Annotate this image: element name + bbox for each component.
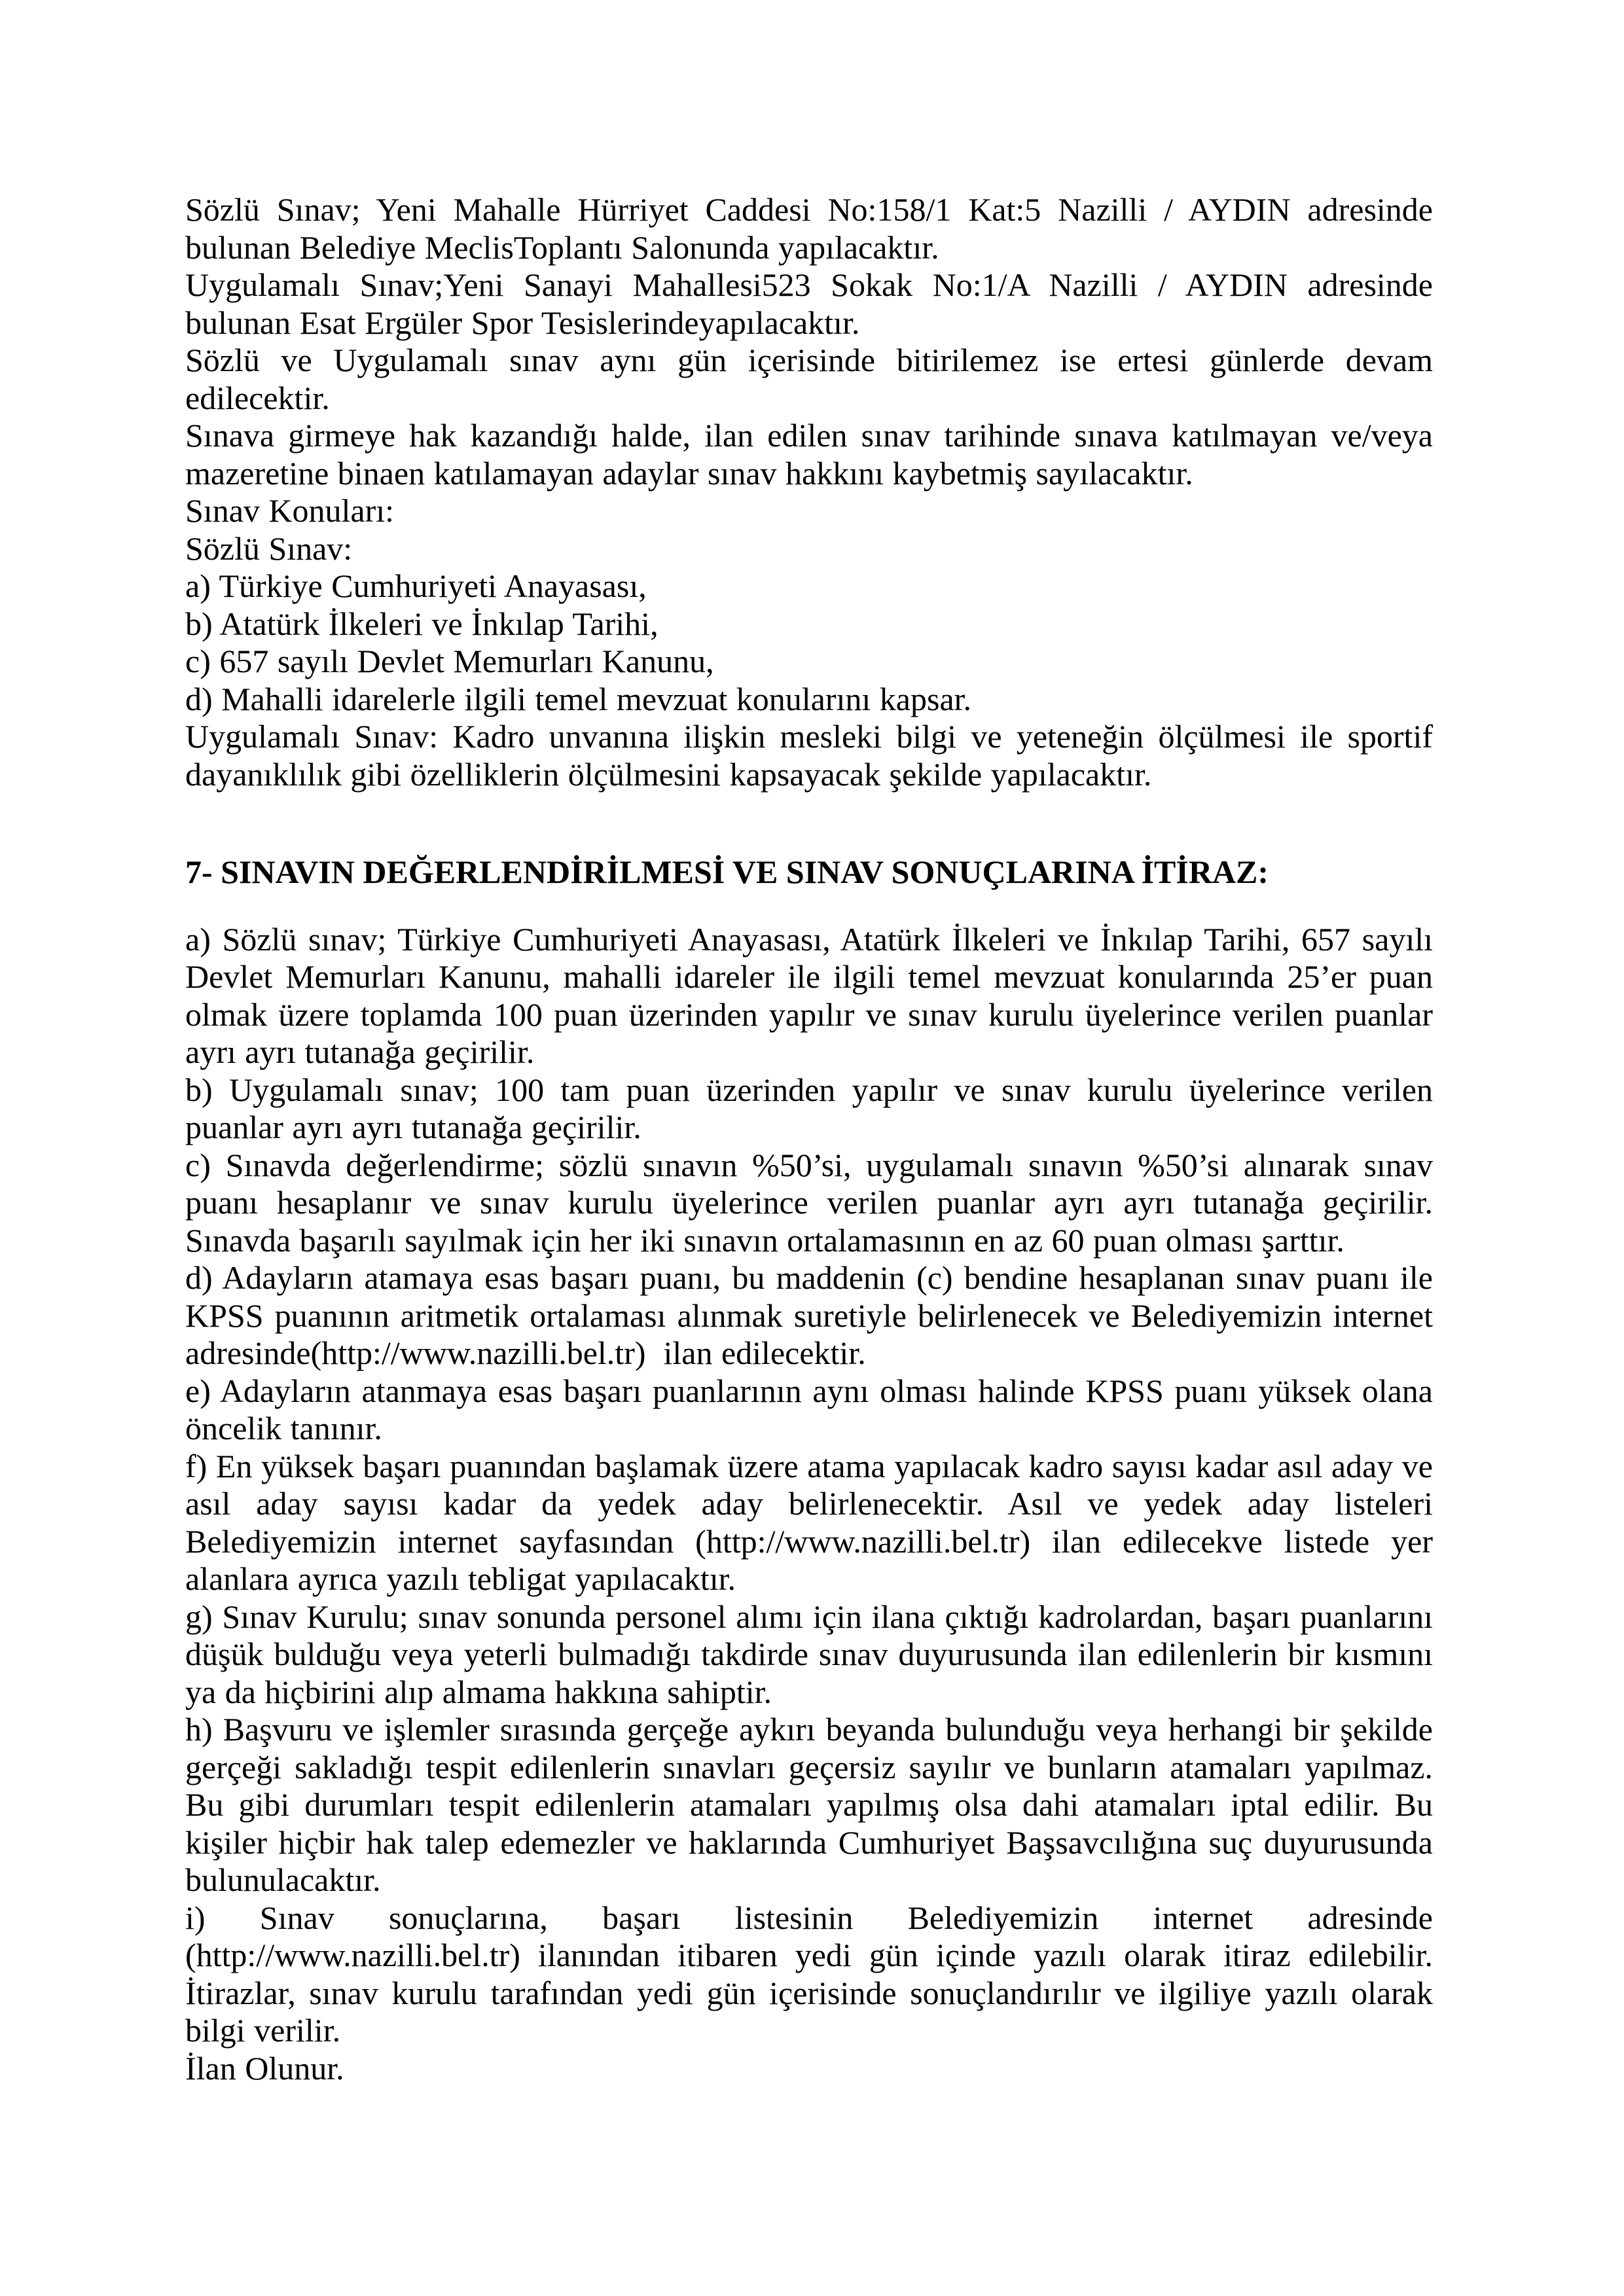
para-uygulamali-sinav-yeri: Uygulamalı Sınav;Yeni Sanayi Mahallesi523 Sokak No:1/A Nazilli / AYDIN adresinde bulunan Esat Ergüler Spor Tesislerindeyapılacaktır. — [185, 266, 1442, 341]
section-heading-7-degerlendirme-itiraz: 7- SINAVIN DEĞERLENDİRİLMESİ VE SINAV SONUÇLARINA İTİRAZ: — [185, 853, 1269, 890]
para-uygulamali-sinav-kapsam: Uygulamalı Sınav: Kadro unvanına ilişkin mesleki bilgi ve yeteneğin ölçülmesi ile sportif dayanıklılık gibi özelliklerin ölçülmesini kapsayacak şekilde yapılacaktır. — [185, 718, 1442, 793]
list-item-h-gercege-aykiri-beyan: h) Başvuru ve işlemler sırasında gerçeğe aykırı beyanda bulunduğu veya herhangi bir şekilde gerçeği sakladığı tespit edilenlerin sınavları geçersiz sayılır ve bunların atamaları yapılmaz. Bu gibi durumları tespit edilenlerin atamaları yapılmış olsa dahi atamaları iptal edilir. Bu kişiler hiçbir hak talep edemezler ve haklarında Cumhuriyet Başsavcılığına suç duyurusunda bulunulacaktır. — [185, 1711, 1442, 1898]
label-sinav-konulari: Sınav Konuları: — [185, 492, 395, 529]
list-item-g-sinav-kurulu-hakki: g) Sınav Kurulu; sınav sonunda personel alımı için ilana çıktığı kadrolardan, başarı puanlarını düşük bulduğu veya yeterli bulmadığı takdirde sınav duyurusunda ilan edilenlerin bir kısmını ya da hiçbirini alıp almama hakkına sahiptir. — [185, 1598, 1442, 1710]
list-item-d-basari-puani: d) Adayların atamaya esas başarı puanı, bu maddenin (c) bendine hesaplanan sınav puanı ile KPSS puanının aritmetik ortalaması alınmak suretiyle belirlenecek ve Belediyemizin internet adresinde(http://www.nazilli.bel.tr) ilan edilecektir. — [185, 1259, 1442, 1371]
document-page — [185, 191, 1442, 2087]
para-sozlu-sinav-yeri: Sözlü Sınav; Yeni Mahalle Hürriyet Caddesi No:158/1 Kat:5 Nazilli / AYDIN adresinde bulunan Belediye MeclisToplantı Salonunda yapılacaktır. — [185, 191, 1442, 266]
list-item-b-uygulamali-puanlama: b) Uygulamalı sınav; 100 tam puan üzerinden yapılır ve sınav kurulu üyelerince verilen puanlar ayrı ayrı tutanağa geçirilir. — [185, 1071, 1442, 1145]
para-ilan-olunur: İlan Olunur. — [185, 2049, 344, 2087]
list-item-b-ataturk-ilkeleri: b) Atatürk İlkeleri ve İnkılap Tarihi, — [185, 605, 659, 642]
para-sinav-hakki-kaybi: Sınava girmeye hak kazandığı halde, ilan edilen sınav tarihinde sınava katılmayan ve/veya mazeretine binaen katılamayan adaylar sınav hakkını kaybetmiş sayılacaktır. — [185, 417, 1442, 492]
list-item-i-sonuclara-itiraz: i) Sınav sonuçlarına, başarı listesinin Belediyemizin internet adresinde (http://www.nazilli.bel.tr) ilanından itibaren yedi gün içinde yazılı olarak itiraz edilebilir. İtirazlar, sınav kurulu tarafından yedi gün içerisinde sonuçlandırılır ve ilgiliye yazılı olarak bilgi verilir. — [185, 1899, 1442, 2049]
list-item-f-asil-yedek-aday: f) En yüksek başarı puanından başlamak üzere atama yapılacak kadro sayısı kadar asıl aday ve asıl aday sayısı kadar da yedek aday belirlenecektir. Asıl ve yedek aday listeleri Belediyemizin internet sayfasından (http://www.nazilli.bel.tr) ilan edilecekve listede yer alanlara ayrıca yazılı tebligat yapılacaktır. — [185, 1447, 1442, 1597]
list-item-a-sozlu-puanlama: a) Sözlü sınav; Türkiye Cumhuriyeti Anayasası, Atatürk İlkeleri ve İnkılap Tarihi, 657 sayılı Devlet Memurları Kanunu, mahalli idareler ile ilgili temel mevzuat konularında 25’er puan olmak üzere toplamda 100 puan üzerinden yapılır ve sınav kurulu üyelerince verilen puanlar ayrı ayrı tutanağa geçirilir. — [185, 920, 1442, 1070]
list-item-a-anayasa: a) Türkiye Cumhuriyeti Anayasası, — [185, 567, 647, 604]
list-item-e-kpss-oncelik: e) Adayların atanmaya esas başarı puanlarının aynı olması halinde KPSS puanı yüksek olana öncelik tanınır. — [185, 1372, 1442, 1446]
list-item-c-degerlendirme: c) Sınavda değerlendirme; sözlü sınavın %50’si, uygulamalı sınavın %50’si alınarak sınav puanı hesaplanır ve sınav kurulu üyelerince verilen puanlar ayrı ayrı tutanağa geçirilir. Sınavda başarılı sayılmak için her iki sınavın ortalamasının en az 60 puan olması şarttır. — [185, 1146, 1442, 1259]
para-sinav-ertesi-gun-devam: Sözlü ve Uygulamalı sınav aynı gün içerisinde bitirilemez ise ertesi günlerde devam edilecektir. — [185, 342, 1442, 416]
list-item-c-657-kanunu: c) 657 sayılı Devlet Memurları Kanunu, — [185, 643, 714, 679]
list-item-d-mahalli-idareler: d) Mahalli idarelerle ilgili temel mevzuat konularını kapsar. — [185, 680, 972, 717]
label-sozlu-sinav: Sözlü Sınav: — [185, 529, 353, 567]
